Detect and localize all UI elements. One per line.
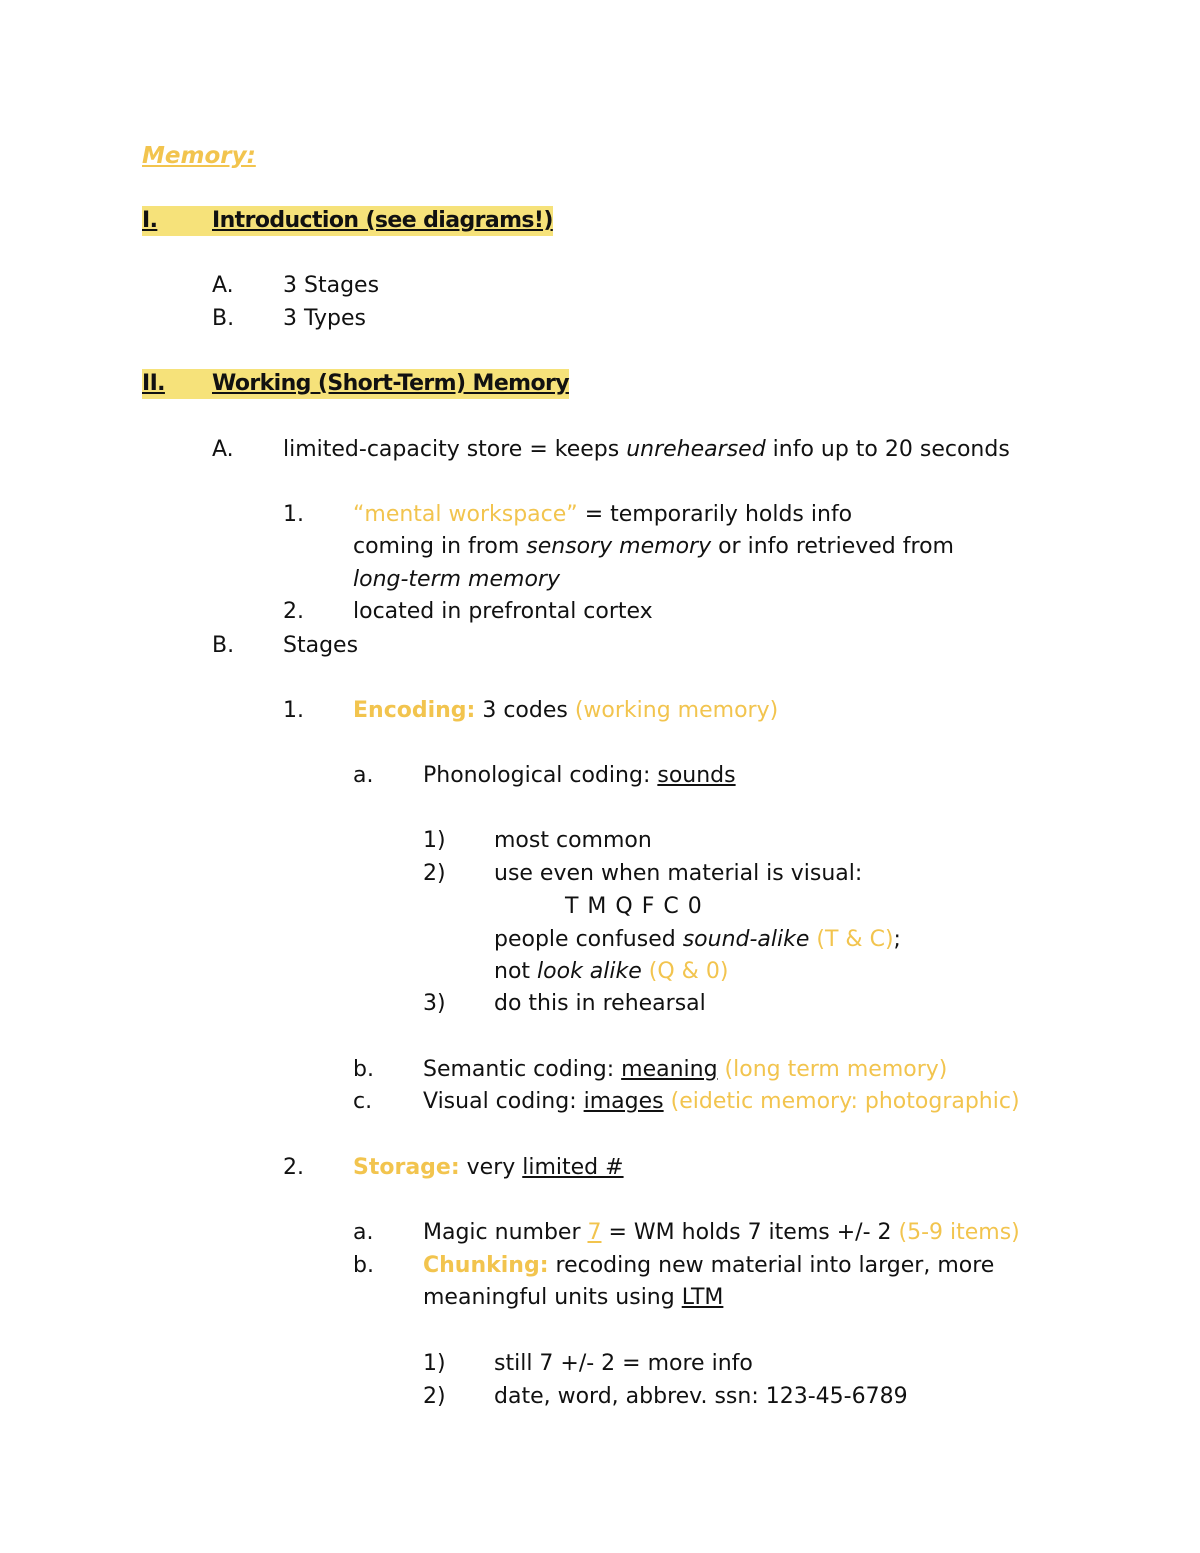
outline-text: Storage: very limited #: [353, 1155, 624, 1180]
outline-text: Stages: [283, 633, 359, 658]
section-2-title: Working (Short-Term) Memory: [212, 369, 569, 399]
outline-label: c.: [353, 1089, 373, 1114]
outline-text: Phonological coding: sounds: [423, 763, 736, 788]
outline-text: limited-capacity store = keeps unrehearsed info up to 20 seconds: [283, 437, 1010, 462]
outline-label: b.: [353, 1253, 374, 1278]
outline-text: Semantic coding: meaning (long term memory): [423, 1057, 948, 1082]
outline-label: 2): [423, 861, 446, 886]
outline-label: 1): [423, 1351, 446, 1376]
outline-text: 3 Stages: [283, 273, 380, 298]
outline-label: b.: [353, 1057, 374, 1082]
section-1-number: I.: [142, 206, 212, 236]
outline-text: Visual coding: images (eidetic memory: photographic): [423, 1089, 1020, 1114]
outline-text: long-term memory: [353, 567, 560, 592]
outline-text: still 7 +/- 2 = more info: [494, 1351, 753, 1376]
section-2-number: II.: [142, 369, 212, 399]
outline-label: 1.: [283, 502, 304, 527]
outline-text: people confused sound-alike (T & C);: [494, 927, 901, 952]
outline-text: do this in rehearsal: [494, 991, 706, 1016]
outline-text: “mental workspace” = temporarily holds info: [353, 502, 853, 527]
outline-text: date, word, abbrev. ssn: 123-45-6789: [494, 1384, 908, 1409]
outline-text: Encoding: 3 codes (working memory): [353, 698, 779, 723]
outline-label: 2.: [283, 599, 304, 624]
outline-label: a.: [353, 763, 374, 788]
outline-text: meaningful units using LTM: [423, 1285, 724, 1310]
outline-label: 2): [423, 1384, 446, 1409]
outline-text: located in prefrontal cortex: [353, 599, 653, 624]
outline-text: Chunking: recoding new material into larger, more: [423, 1253, 995, 1278]
outline-label: B.: [212, 633, 235, 658]
outline-label: B.: [212, 306, 235, 331]
outline-label: a.: [353, 1220, 374, 1245]
letter-sequence: T M Q F C 0: [565, 894, 703, 919]
outline-label: 3): [423, 991, 446, 1016]
outline-text: coming in from sensory memory or info retrieved from: [353, 534, 954, 559]
outline-label: 1): [423, 828, 446, 853]
outline-text: use even when material is visual:: [494, 861, 863, 886]
document-title: Memory:: [142, 143, 256, 169]
outline-text: most common: [494, 828, 652, 853]
outline-text: Magic number 7 = WM holds 7 items +/- 2 (5-9 items): [423, 1220, 1020, 1245]
outline-label: 1.: [283, 698, 304, 723]
outline-text: 3 Types: [283, 306, 366, 331]
section-1-title: Introduction (see diagrams!): [212, 206, 553, 236]
outline-label: A.: [212, 437, 234, 462]
outline-text: not look alike (Q & 0): [494, 959, 729, 984]
outline-label: A.: [212, 273, 234, 298]
outline-label: 2.: [283, 1155, 304, 1180]
